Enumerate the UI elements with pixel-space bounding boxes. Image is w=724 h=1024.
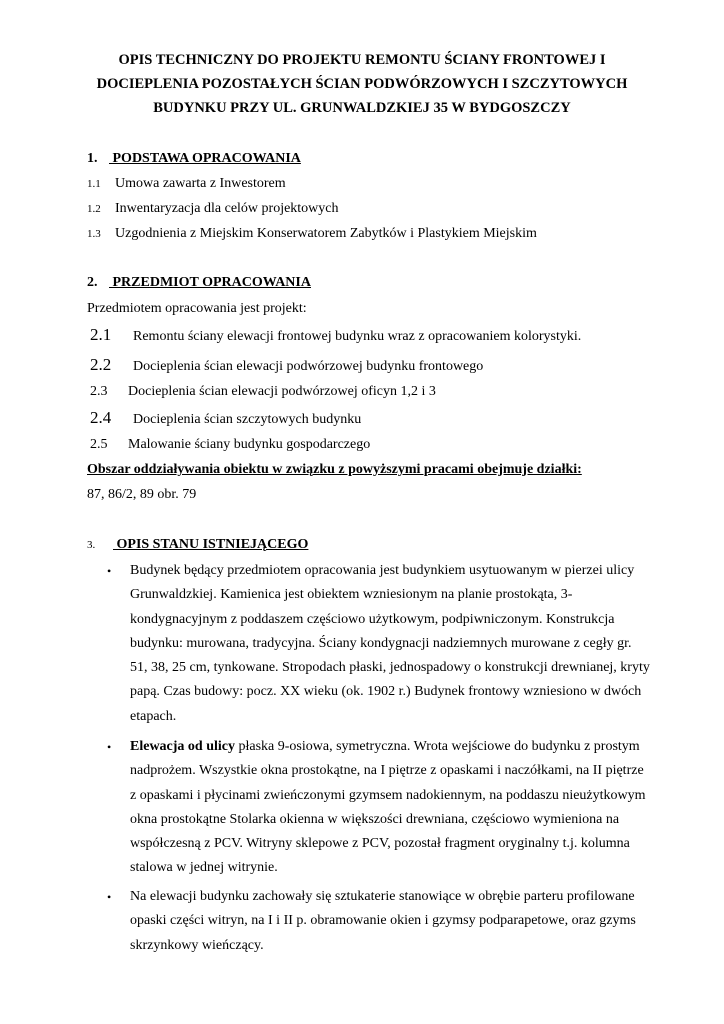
list-item: Budynek będący przedmiotem opracowania jest budynkiem usytuowanym w pierzei ulicy Grunwaldzkiej. Kamienica jest obiektem wzniesionym na planie prostokąta, 3- kondygnacyjnym z poddaszem częściowo użytkowym, podpiwniczonym. Konstrukcja budynku: murowana, tradycyjna. Ściany kondygnacji nadziemnych murowane z cegły gr. 51, 38, 25 cm, tynkowane. Stropodach płaski, jednospadowy o konstrukcji drewnianej, kryty papą. Czas budowy: pocz. XX wieku (ok. 1902 r.) Budynek frontowy wzniesiono w dwóch etapach.: [130, 563, 650, 724]
title-line-3: BUDYNKU PRZY UL. GRUNWALDZKIEJ 35 W BYDGOSZCZY: [153, 100, 571, 116]
bullet-icon: •: [107, 740, 112, 754]
list-item: 2.1 Remontu ściany elewacji frontowej budynku wraz z opracowaniem kolorystyki.: [90, 325, 582, 344]
section-1-heading: [87, 151, 301, 167]
title-line-1: OPIS TECHNICZNY DO PROJEKTU REMONTU ŚCIANY FRONTOWEJ I: [118, 52, 606, 68]
section-2-title: PRZEDMIOT OPRACOWANIA: [112, 275, 311, 290]
bullet-lead: Elewacja od ulicy: [130, 739, 235, 754]
section-2-number: 2.: [87, 275, 98, 290]
area-heading: Obszar oddziaływania obiektu w związku z powyższymi pracami obejmuje działki:: [87, 462, 582, 477]
document-title: [70, 48, 654, 120]
section-1-title: PODSTAWA OPRACOWANIA: [112, 151, 301, 166]
section-2-heading: [87, 275, 311, 291]
section-3-title: OPIS STANU ISTNIEJĄCEGO: [116, 537, 309, 552]
list-item: 2.4 Docieplenia ścian szczytowych budynku: [90, 408, 362, 427]
section-3-number: 3.: [87, 539, 96, 551]
list-item: 1.1 Umowa zawarta z Inwestorem: [87, 176, 286, 191]
list-item: 1.2 Inwentaryzacja dla celów projektowych: [87, 201, 339, 216]
list-item: 2.3 Docieplenia ścian elewacji podwórzowej oficyn 1,2 i 3: [90, 384, 436, 399]
section-1-number: 1.: [87, 151, 98, 166]
list-item: 2.2 Docieplenia ścian elewacji podwórzowej budynku frontowego: [90, 355, 484, 374]
section-2-intro: Przedmiotem opracowania jest projekt:: [87, 301, 307, 316]
bullet-icon: •: [107, 890, 112, 904]
list-item: Na elewacji budynku zachowały się sztukaterie stanowiące w obrębie parteru profilowane opaski części witryn, na I i II p. obramowanie okien i gzymsy podparapetowe, oraz gzyms skrzynkowy wieńczący.: [130, 889, 636, 953]
bullet-icon: •: [107, 564, 112, 578]
section-3-heading: [87, 537, 308, 553]
title-line-2: DOCIEPLENIA POZOSTAŁYCH ŚCIAN PODWÓRZOWYCH I SZCZYTOWYCH: [96, 76, 628, 92]
list-item: Elewacja od ulicy płaska 9-osiowa, symetryczna. Wrota wejściowe do budynku z prostym nadprożem. Wszystkie okna prostokątne, na I piętrze z opaskami i naczółkami, na II piętrze z opaskami i płycinami zwieńczonymi gzymsem nadokiennym, na poddaszu nieużytkowym okna prostokątne Stolarka okienna w większości drewniana, częściowo wymieniona na współczesną z PCV. Witryny sklepowe z PCV, pozostał fragment oryginalny t.j. kolumna stalowa w jednej witrynie.: [130, 739, 646, 876]
list-item: 2.5 Malowanie ściany budynku gospodarczego: [90, 437, 371, 452]
list-item: 1.3 Uzgodnienia z Miejskim Konserwatorem Zabytków i Plastykiem Miejskim: [87, 226, 537, 241]
area-value: 87, 86/2, 89 obr. 79: [87, 487, 197, 502]
